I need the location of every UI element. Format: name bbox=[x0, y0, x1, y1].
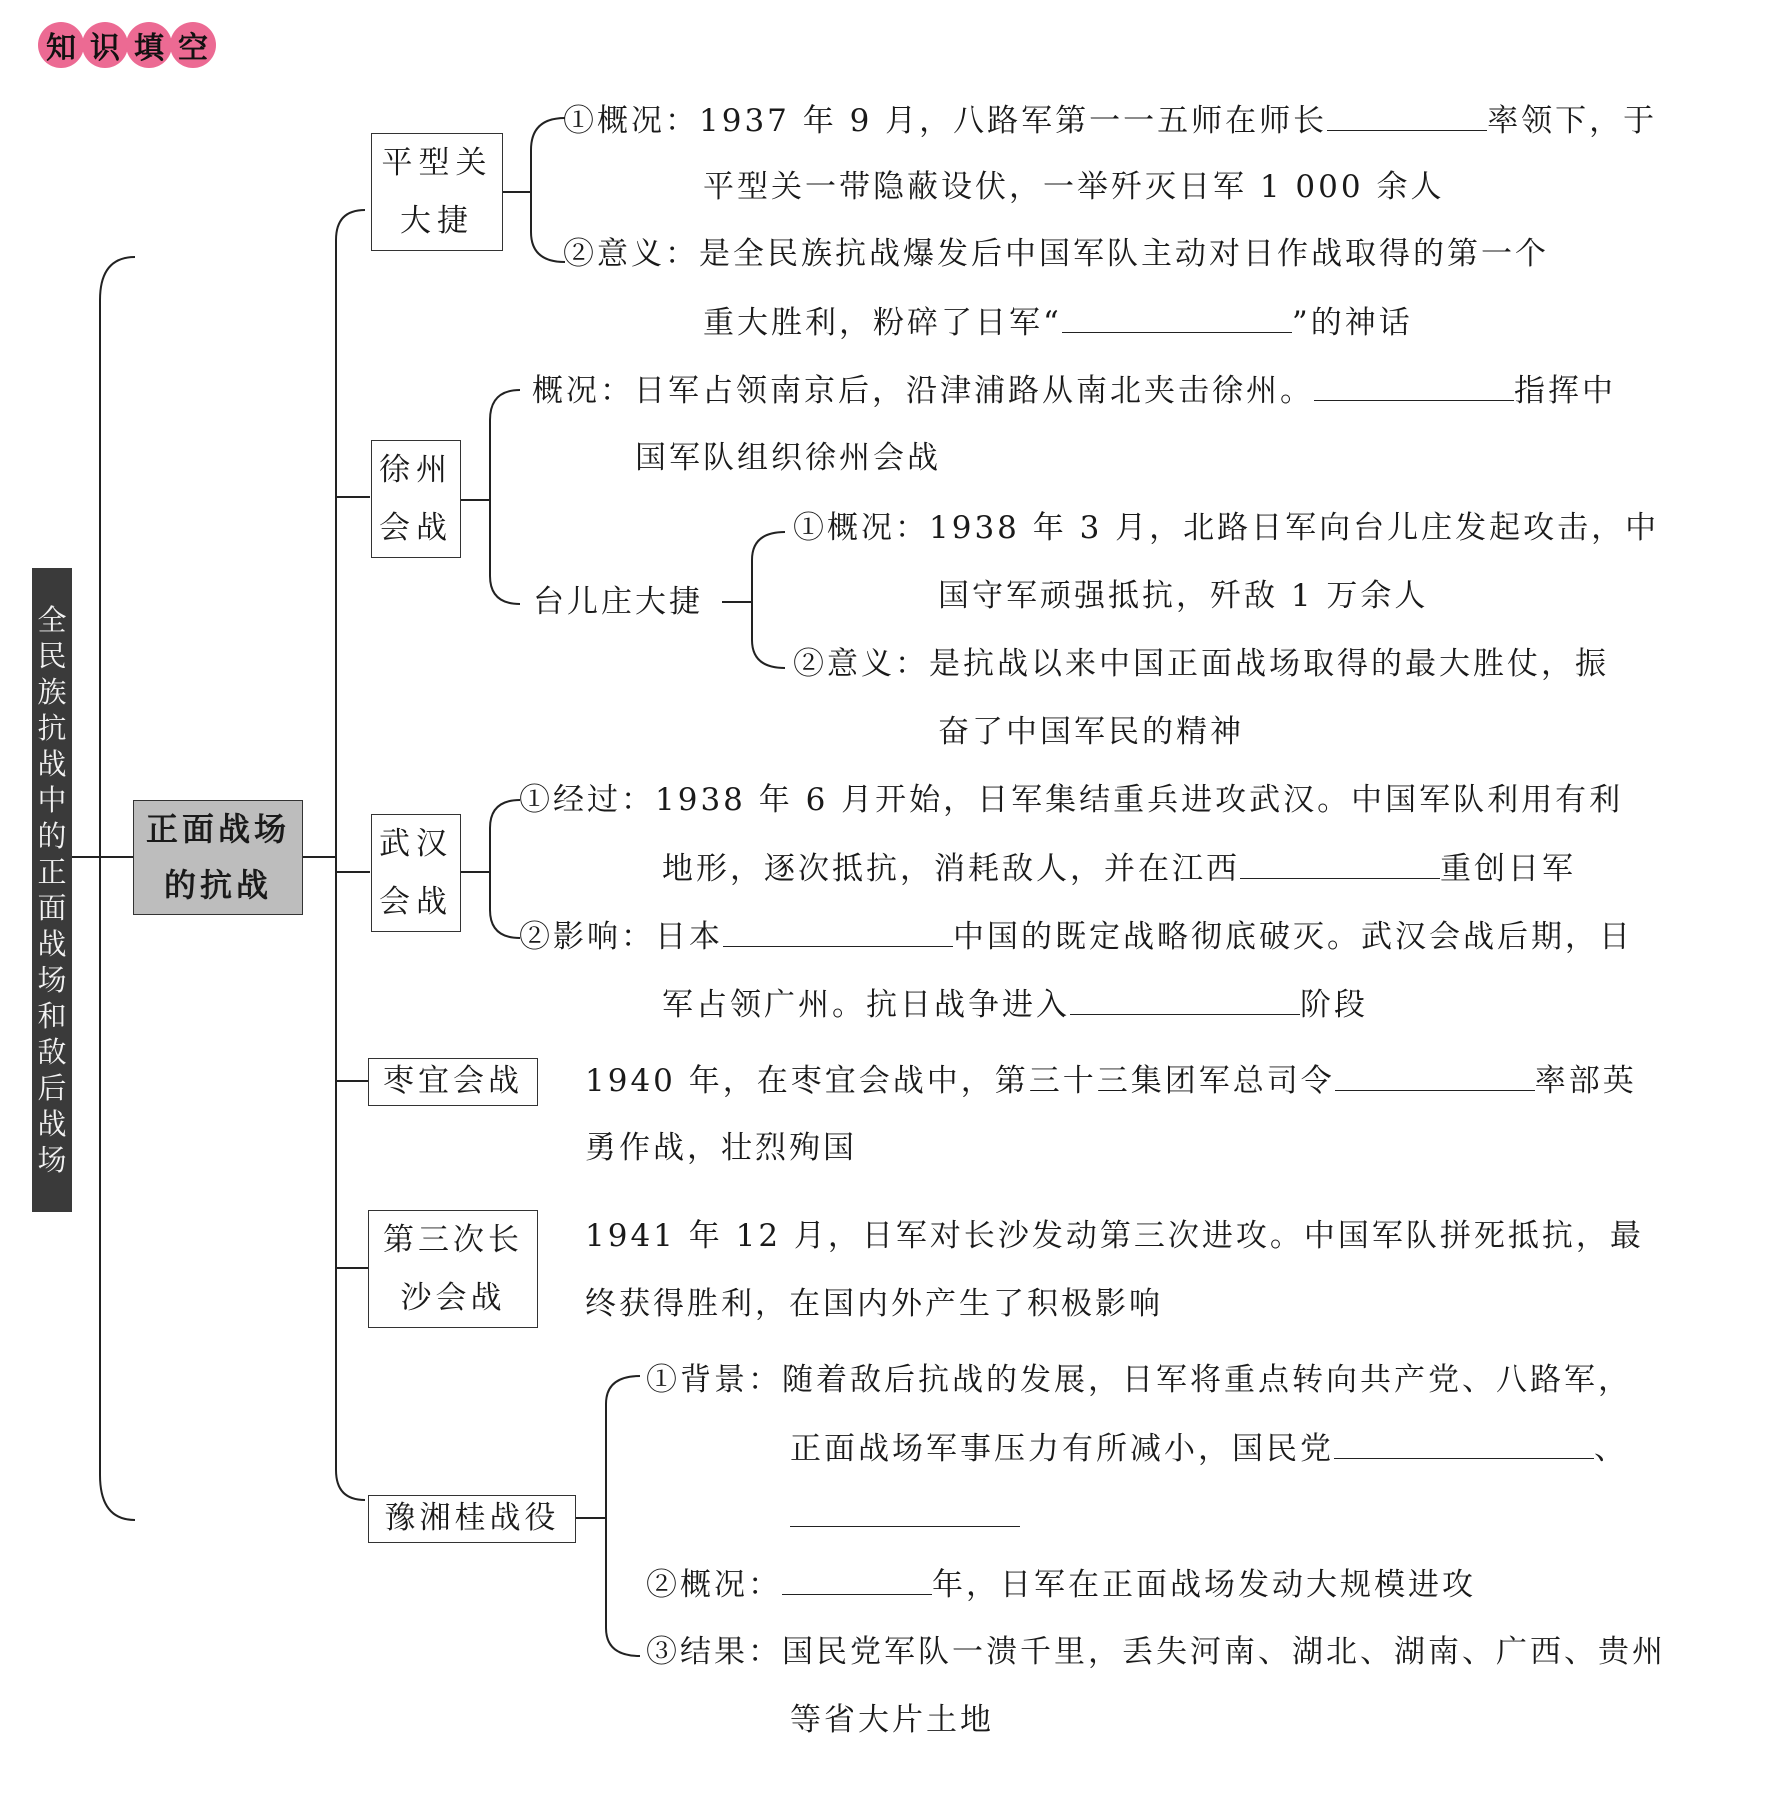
main-node-frontal-battlefield bbox=[133, 800, 303, 915]
badge-char: 填 bbox=[126, 22, 172, 68]
vertical-title-char: 的 bbox=[37, 819, 67, 853]
badge-char: 知 bbox=[38, 22, 84, 68]
yxg-overview: ②概况： 年，日军在正面战场发动大规模进攻 bbox=[646, 1564, 1476, 1605]
vertical-title-char: 后 bbox=[37, 1071, 67, 1105]
node-wuhan bbox=[371, 814, 461, 932]
yxg-result-line1: ③结果：国民党军队一溃千里，丢失河南、湖北、湖南、广西、贵州 bbox=[646, 1634, 1666, 1670]
vertical-section-title bbox=[32, 568, 72, 1212]
answer-blank[interactable] bbox=[1240, 848, 1440, 879]
answer-blank[interactable] bbox=[1327, 100, 1487, 131]
cs-line2: 终获得胜利，在国内外产生了积极影响 bbox=[585, 1286, 1163, 1322]
node-label: 会战 bbox=[379, 510, 453, 546]
answer-blank[interactable] bbox=[1335, 1060, 1535, 1091]
zy-line1: 1940 年，在枣宜会战中，第三十三集团军总司令 率部英 bbox=[585, 1060, 1637, 1101]
vertical-title-char: 战 bbox=[37, 927, 67, 961]
zy-line2: 勇作战，壮烈殉国 bbox=[585, 1130, 857, 1166]
vertical-title-char: 战 bbox=[37, 1107, 67, 1141]
node-label: 第三次长 bbox=[383, 1222, 523, 1258]
yxg-result-line2: 等省大片土地 bbox=[790, 1702, 994, 1738]
badge-char: 识 bbox=[82, 22, 128, 68]
vertical-title-char: 正 bbox=[37, 855, 67, 889]
answer-blank[interactable] bbox=[723, 916, 953, 947]
answer-blank[interactable] bbox=[782, 1564, 932, 1595]
pxg-meaning-line1: ②意义：是全民族抗战爆发后中国军队主动对日作战取得的第一个 bbox=[563, 236, 1549, 272]
knowledge-fill-badge bbox=[38, 22, 214, 70]
xz-overview-line1: 概况：日军占领南京后，沿津浦路从南北夹击徐州。 指挥中 bbox=[532, 370, 1616, 411]
taierzhuang-label: 台儿庄大捷 bbox=[533, 584, 703, 620]
node-label: 会战 bbox=[379, 884, 453, 920]
answer-blank[interactable] bbox=[1062, 302, 1292, 333]
vertical-title-char: 战 bbox=[37, 747, 67, 781]
node-xuzhou bbox=[371, 440, 461, 558]
wh-process-line1: ①经过：1938 年 6 月开始，日军集结重兵进攻武汉。中国军队利用有利 bbox=[519, 782, 1624, 818]
xz-overview-line2: 国军队组织徐州会战 bbox=[635, 440, 941, 476]
vertical-title-char: 敌 bbox=[37, 1035, 67, 1069]
wh-impact-line1: ②影响：日本 中国的既定战略彻底破灭。武汉会战后期，日 bbox=[519, 916, 1633, 957]
badge-char: 空 bbox=[170, 22, 216, 68]
vertical-title-char: 和 bbox=[37, 999, 67, 1033]
main-node-line: 的抗战 bbox=[163, 866, 272, 904]
node-label: 平型关 bbox=[381, 145, 493, 181]
answer-blank[interactable] bbox=[1070, 984, 1300, 1015]
wh-impact-line2: 军占领广州。抗日战争进入 阶段 bbox=[662, 984, 1368, 1025]
vertical-title-char: 抗 bbox=[37, 711, 67, 745]
tz-meaning-line1: ②意义：是抗战以来中国正面战场取得的最大胜仗，振 bbox=[793, 646, 1609, 682]
pxg-overview-line1: ①概况：1937 年 9 月，八路军第一一五师在师长 率领下，于 bbox=[563, 100, 1657, 141]
pxg-overview-line2: 平型关一带隐蔽设伏，一举歼灭日军 1 000 余人 bbox=[703, 169, 1445, 205]
pxg-meaning-line2: 重大胜利，粉碎了日军“ ”的神话 bbox=[703, 302, 1413, 343]
tz-meaning-line2: 奋了中国军民的精神 bbox=[938, 714, 1244, 750]
yxg-bg-line2: 正面战场军事压力有所减小，国民党 、 bbox=[790, 1428, 1628, 1469]
vertical-title-char: 面 bbox=[37, 891, 67, 925]
tz-overview-line2: 国守军顽强抵抗，歼敌 1 万余人 bbox=[938, 578, 1429, 614]
node-yuxianggui: 豫湘桂战役 bbox=[368, 1495, 576, 1543]
node-label: 武汉 bbox=[379, 826, 453, 862]
answer-blank[interactable] bbox=[1334, 1428, 1594, 1459]
yxg-bg-line3 bbox=[790, 1496, 1020, 1537]
node-zaoyi: 枣宜会战 bbox=[368, 1058, 538, 1106]
node-pingxingguan bbox=[371, 133, 503, 251]
yxg-bg-line1: ①背景：随着敌后抗战的发展，日军将重点转向共产党、八路军， bbox=[646, 1362, 1632, 1398]
vertical-title-char: 中 bbox=[37, 783, 67, 817]
main-node-line: 正面战场 bbox=[145, 810, 290, 848]
vertical-title-char: 族 bbox=[37, 675, 67, 709]
vertical-title-char: 场 bbox=[37, 1143, 67, 1177]
cs-line1: 1941 年 12 月，日军对长沙发动第三次进攻。中国军队拼死抵抗，最 bbox=[585, 1218, 1644, 1254]
answer-blank[interactable] bbox=[1314, 370, 1514, 401]
node-changsha bbox=[368, 1210, 538, 1328]
vertical-title-char: 场 bbox=[37, 963, 67, 997]
vertical-title-char: 民 bbox=[37, 639, 67, 673]
wh-process-line2: 地形，逐次抵抗，消耗敌人，并在江西 重创日军 bbox=[662, 848, 1576, 889]
node-label: 沙会战 bbox=[400, 1280, 506, 1316]
node-label: 大捷 bbox=[400, 203, 474, 239]
vertical-title-char: 全 bbox=[37, 603, 67, 637]
node-label: 徐州 bbox=[379, 452, 453, 488]
answer-blank[interactable] bbox=[790, 1496, 1020, 1527]
tz-overview-line1: ①概况：1938 年 3 月，北路日军向台儿庄发起攻击，中 bbox=[793, 510, 1660, 546]
